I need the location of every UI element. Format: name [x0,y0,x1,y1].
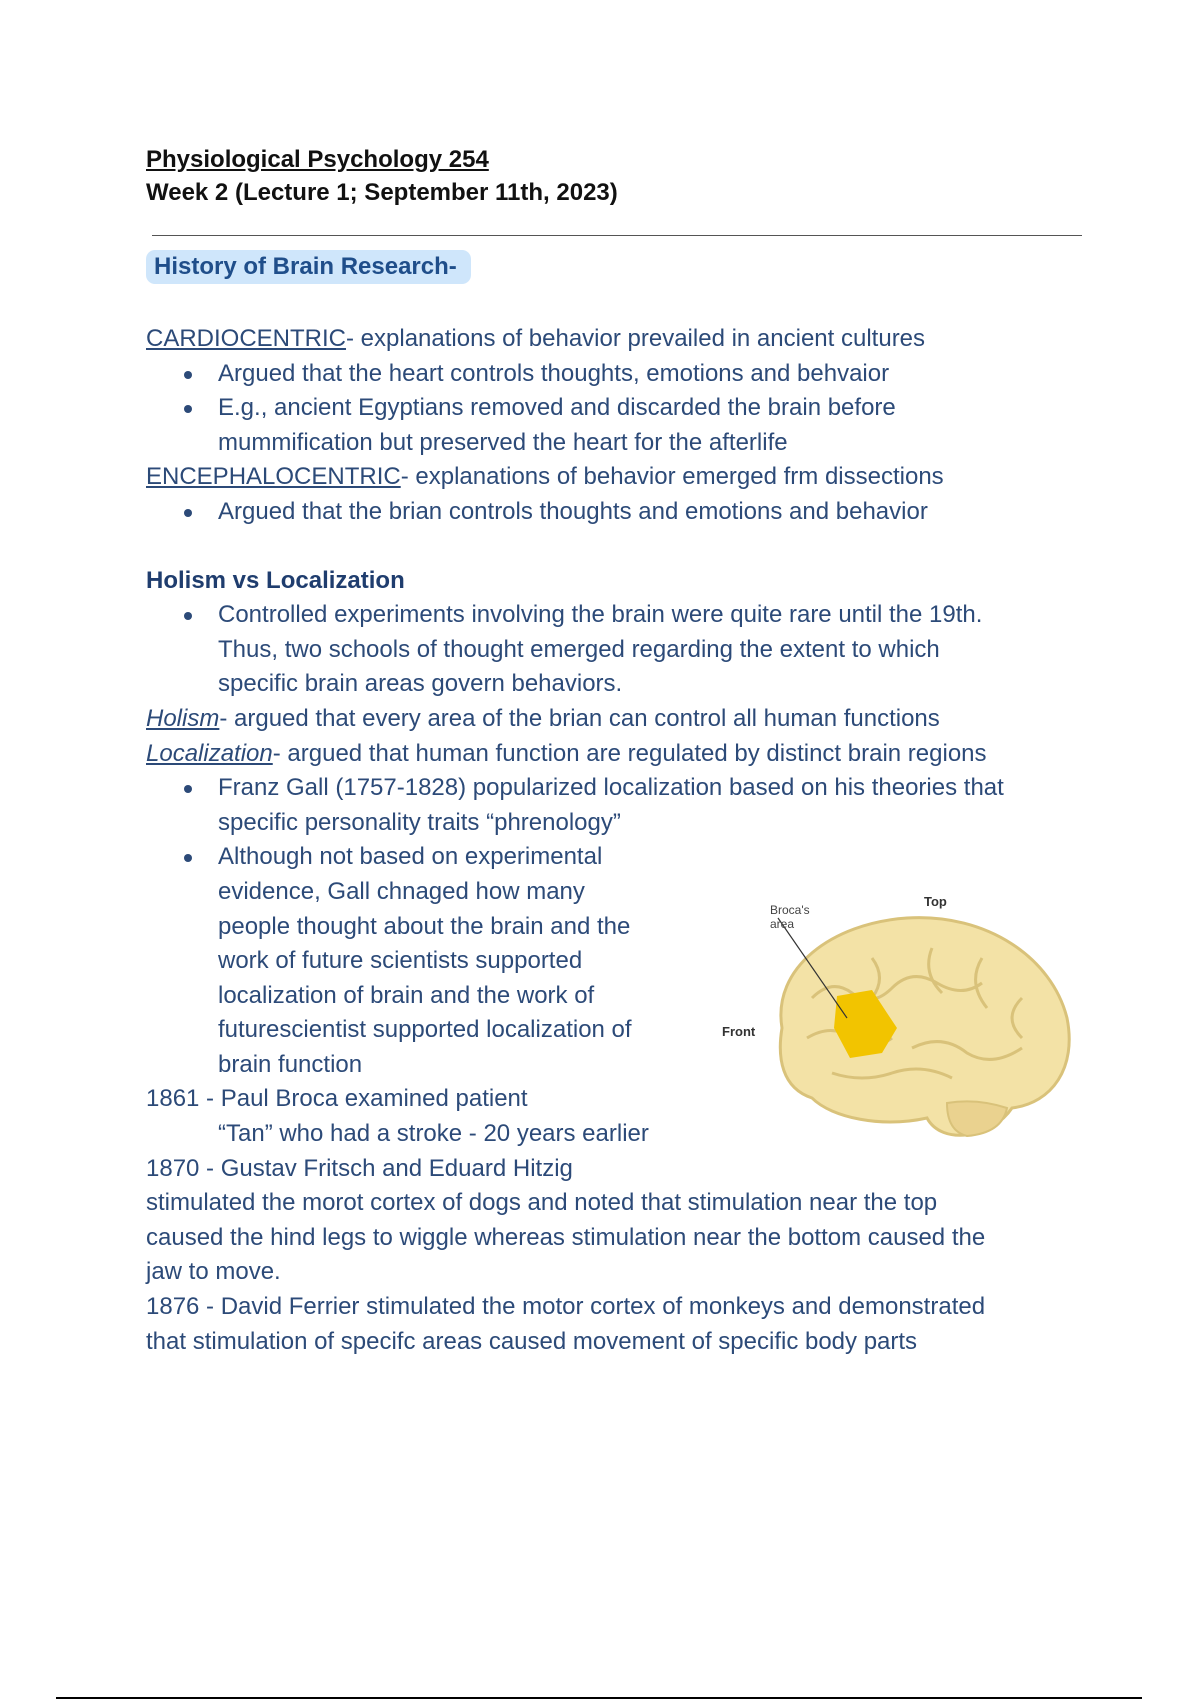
list-item-continuation: evidence, Gall chnaged how many [218,877,585,905]
figure-label-broca: Broca's [770,903,810,917]
notes-body [146,322,1086,1359]
section-heading-history: History of Brain Research- [146,250,471,284]
list-item-continuation: futurescientist supported localization of [218,1016,632,1044]
list-item-continuation: Thus, two schools of thought emerged regarding the extent to which [218,635,940,663]
broca-entry: 1861 - Paul Broca examined patient [146,1085,528,1113]
localization-term: Localization [146,739,273,767]
holism-term: Holism [146,704,220,732]
list-item: Argued that the brian controls thoughts and emotions and behavior [146,495,1086,530]
cardiocentric-line: CARDIOCENTRIC- explanations of behavior prevailed in ancient cultures [146,325,926,352]
list-item: Argued that the heart controls thoughts, emotions and behvaior [146,357,1086,392]
fritsch-entry-line: jaw to move. [146,1258,281,1286]
encephalocentric-line: ENCEPHALOCENTRIC- explanations of behavior emerged frm dissections [146,463,944,491]
list-item-continuation: localization of brain and the work of [218,981,595,1009]
figure-label-area: area [770,917,795,931]
horizontal-divider [152,235,1082,236]
course-title: Physiological Psychology 254 [146,146,489,173]
list-item-continuation: specific brain areas govern behaviors. [218,670,623,698]
list-item: E.g., ancient Egyptians removed and discarded the brain before [146,391,1086,426]
list-item-continuation: brain function [218,1050,363,1078]
page-bottom-border [56,1697,1142,1699]
ferrier-entry: 1876 - David Ferrier stimulated the motor cortex of monkeys and demonstrated [146,1293,986,1321]
ferrier-entry-line: that stimulation of specifc areas caused movement of specific body parts [146,1327,918,1355]
holism-line: Holism- argued that every area of the brian can control all human functions [146,704,940,732]
cardiocentric-term: CARDIOCENTRIC [146,325,347,352]
bullet-icon [184,509,192,517]
figure-label-front: Front [722,1024,756,1039]
broca-brain-figure [722,888,1082,1158]
list-item-continuation: specific personality traits “phrenology” [218,808,621,836]
list-item: Although not based on experimental [146,840,1086,875]
encephalocentric-term: ENCEPHALOCENTRIC [146,463,401,491]
bullet-icon [184,785,192,793]
localization-line: Localization- argued that human function are regulated by distinct brain regions [146,739,987,767]
figure-label-top: Top [924,894,947,909]
section-heading-holism: Holism vs Localization [146,566,405,594]
broca-entry-continuation: “Tan” who had a stroke - 20 years earlier [218,1120,649,1148]
fritsch-entry-line: stimulated the morot cortex of dogs and noted that stimulation near the top [146,1189,938,1217]
brain-illustration [778,918,1069,1136]
document-header [146,144,1086,210]
list-item-continuation: people thought about the brain and the [218,912,631,940]
fritsch-entry-line: caused the hind legs to wiggle whereas stimulation near the bottom caused the [146,1223,986,1251]
bullet-icon [184,405,192,413]
list-item: Franz Gall (1757-1828) popularized localization based on his theories that [146,771,1086,806]
lecture-subtitle: Week 2 (Lecture 1; September 11th, 2023) [146,179,618,206]
fritsch-entry: 1870 - Gustav Fritsch and Eduard Hitzig [146,1154,573,1182]
bullet-icon [184,854,192,862]
list-item-continuation: work of future scientists supported [218,947,583,975]
list-item: Controlled experiments involving the brain were quite rare until the 19th. [146,598,1086,633]
bullet-icon [184,612,192,620]
list-item-continuation: mummification but preserved the heart for the afterlife [218,428,788,456]
bullet-icon [184,371,192,379]
